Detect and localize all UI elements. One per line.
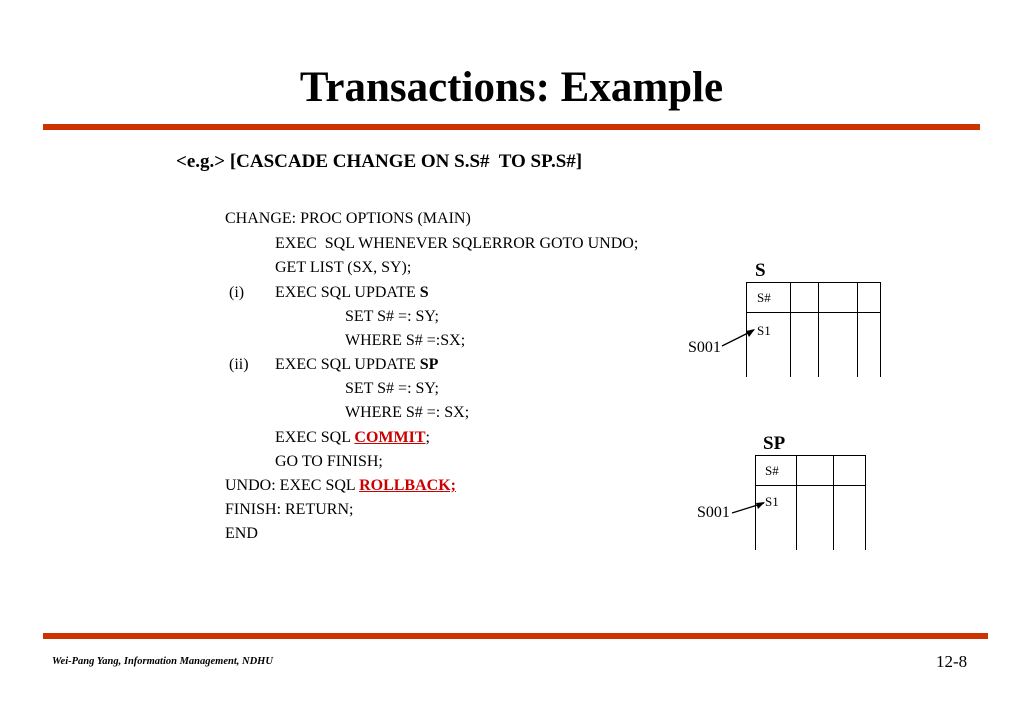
table-s-col-line — [857, 282, 858, 377]
code-line-7-table: SP — [419, 356, 439, 373]
slide-title: Transactions: Example — [299, 64, 724, 111]
table-sp-col-line — [865, 455, 866, 550]
code-line-4 — [275, 283, 429, 303]
table-s-update-arrow — [718, 322, 758, 352]
table-s-col-line — [790, 282, 791, 377]
code-line-12-text: UNDO: EXEC SQL — [225, 477, 360, 494]
code-line-7-text: EXEC SQL UPDATE — [275, 356, 420, 373]
example-heading: <e.g.> [CASCADE CHANGE ON S.S# TO SP.S#] — [176, 151, 583, 172]
code-line-5: SET S# =: SY; — [345, 308, 439, 325]
code-line-13: FINISH: RETURN; — [225, 501, 354, 518]
table-sp-col-line — [796, 455, 797, 550]
table-sp-name: SP — [763, 433, 786, 454]
rollback-keyword: ROLLBACK; — [359, 477, 456, 494]
code-line-6: WHERE S# =:SX; — [345, 332, 466, 349]
table-s-name: S — [755, 260, 766, 281]
code-line-4-table: S — [419, 284, 429, 301]
code-line-8: SET S# =: SY; — [345, 380, 439, 397]
table-sp-header-border — [755, 485, 866, 486]
table-sp-col-line — [833, 455, 834, 550]
code-line-11: GO TO FINISH; — [275, 453, 383, 470]
footer-author: Wei-Pang Yang, Information Management, NDHU — [52, 656, 273, 667]
table-s-header-border — [746, 312, 881, 313]
table-s-col-line — [818, 282, 819, 377]
code-line-4-text: EXEC SQL UPDATE — [275, 284, 420, 301]
table-sp-header-cell: S# — [765, 463, 779, 478]
code-line-12 — [225, 476, 456, 496]
code-marker-ii: (ii) — [229, 356, 249, 373]
title-divider — [43, 124, 980, 130]
table-s-col-line — [880, 282, 881, 377]
page-number: 12-8 — [936, 652, 968, 671]
code-line-1: CHANGE: PROC OPTIONS (MAIN) — [225, 210, 471, 227]
code-line-10 — [275, 428, 430, 448]
table-s-top-border — [746, 282, 881, 283]
code-marker-i: (i) — [229, 284, 245, 301]
code-line-2: EXEC SQL WHENEVER SQLERROR GOTO UNDO; — [275, 235, 639, 252]
code-line-10-end: ; — [425, 429, 430, 446]
code-line-7 — [275, 355, 438, 375]
table-sp-top-border — [755, 455, 866, 456]
table-s-header-cell: S# — [757, 290, 771, 305]
table-sp-new-value-label: S001 — [697, 504, 730, 521]
footer-divider — [43, 633, 988, 639]
table-s-value-cell: S1 — [757, 323, 771, 338]
code-line-14: END — [225, 525, 258, 542]
code-line-3: GET LIST (SX, SY); — [275, 259, 412, 276]
commit-keyword: COMMIT — [354, 429, 426, 446]
code-line-9: WHERE S# =: SX; — [345, 404, 470, 421]
code-line-10-text: EXEC SQL — [275, 429, 355, 446]
table-s-new-value-label: S001 — [688, 339, 721, 356]
table-sp-update-arrow — [728, 496, 768, 520]
table-sp-value-cell: S1 — [765, 494, 779, 509]
